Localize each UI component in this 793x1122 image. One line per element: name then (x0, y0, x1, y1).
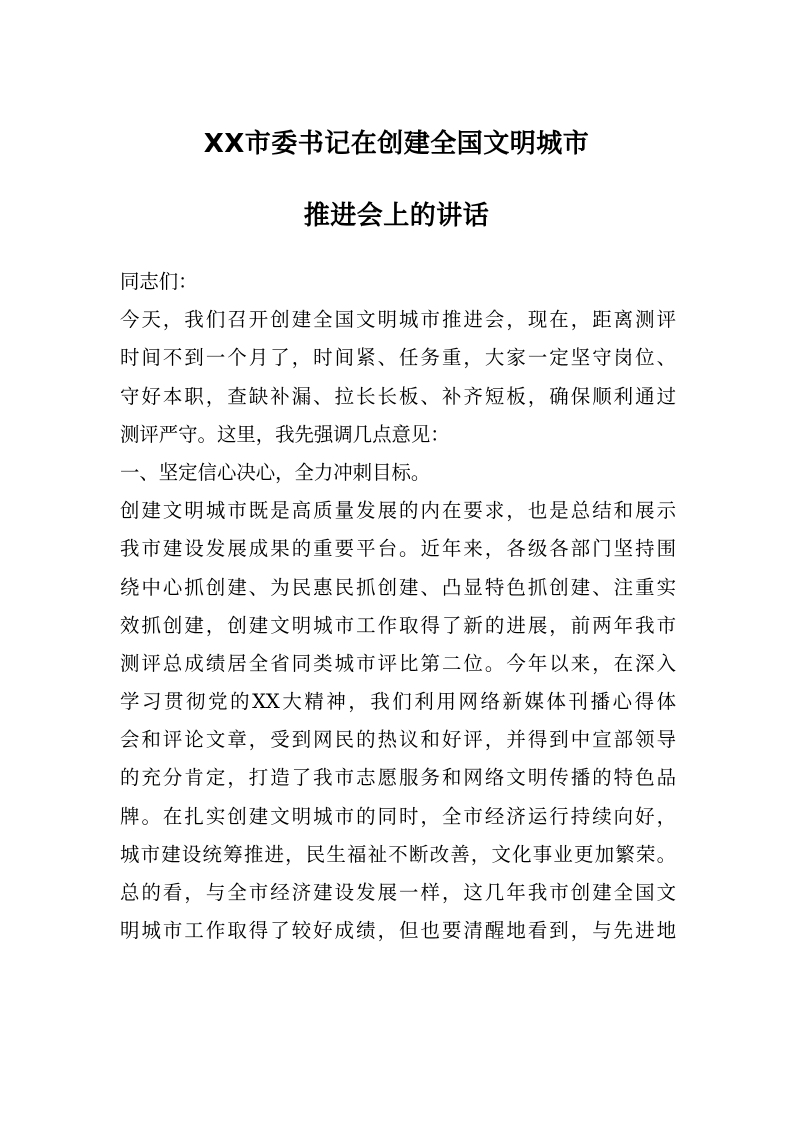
salutation: 同志们： (120, 270, 198, 293)
text-line: 创建文明城市既是高质量发展的内在要求，也是总结和展示 (120, 499, 676, 523)
text-line: 牌。在扎实创建文明城市的同时，全市经济运行持续向好， (120, 804, 676, 828)
text-line: 会和评论文章，受到网民的热议和好评，并得到中宣部领导 (120, 728, 676, 752)
text-line: 我市建设发展成果的重要平台。近年来，各级各部门坚持围 (120, 537, 676, 561)
text-line: 守好本职，查缺补漏、拉长长板、补齐短板，确保顺利通过 (120, 384, 676, 408)
text-line: 测评严守。这里，我先强调几点意见： (120, 422, 450, 446)
text-line: 学习贯彻党的XX大精神，我们利用网络新媒体刊播心得体 (120, 690, 676, 714)
text-line: 测评总成绩居全省同类城市评比第二位。今年以来，在深入 (120, 651, 676, 675)
title-line-2: 推进会上的讲话 (303, 201, 490, 231)
text-line: 时间不到一个月了，时间紧、任务重，大家一定坚守岗位、 (120, 346, 676, 370)
text-line: 效抓创建，创建文明城市工作取得了新的进展，前两年我市 (120, 613, 676, 637)
text-line: 城市建设统筹推进，民生福祉不断改善，文化事业更加繁荣。 (120, 842, 676, 866)
body-text (120, 263, 676, 950)
text-line: 的充分肯定，打造了我市志愿服务和网络文明传播的特色品 (120, 766, 676, 790)
text-line: 今天，我们召开创建全国文明城市推进会，现在，距离测评 (120, 308, 676, 332)
title-line-1: XX市委书记在创建全国文明城市 (203, 129, 590, 159)
text-line: 总的看，与全市经济建设发展一样，这几年我市创建全国文 (120, 881, 676, 904)
text-line: 明城市工作取得了较好成绩，但也要清醒地看到，与先进地 (120, 919, 676, 943)
text-line: 绕中心抓创建、为民惠民抓创建、凸显特色抓创建、注重实 (120, 575, 676, 599)
section-heading: 一、坚定信心决心，全力冲刺目标。 (120, 460, 431, 484)
